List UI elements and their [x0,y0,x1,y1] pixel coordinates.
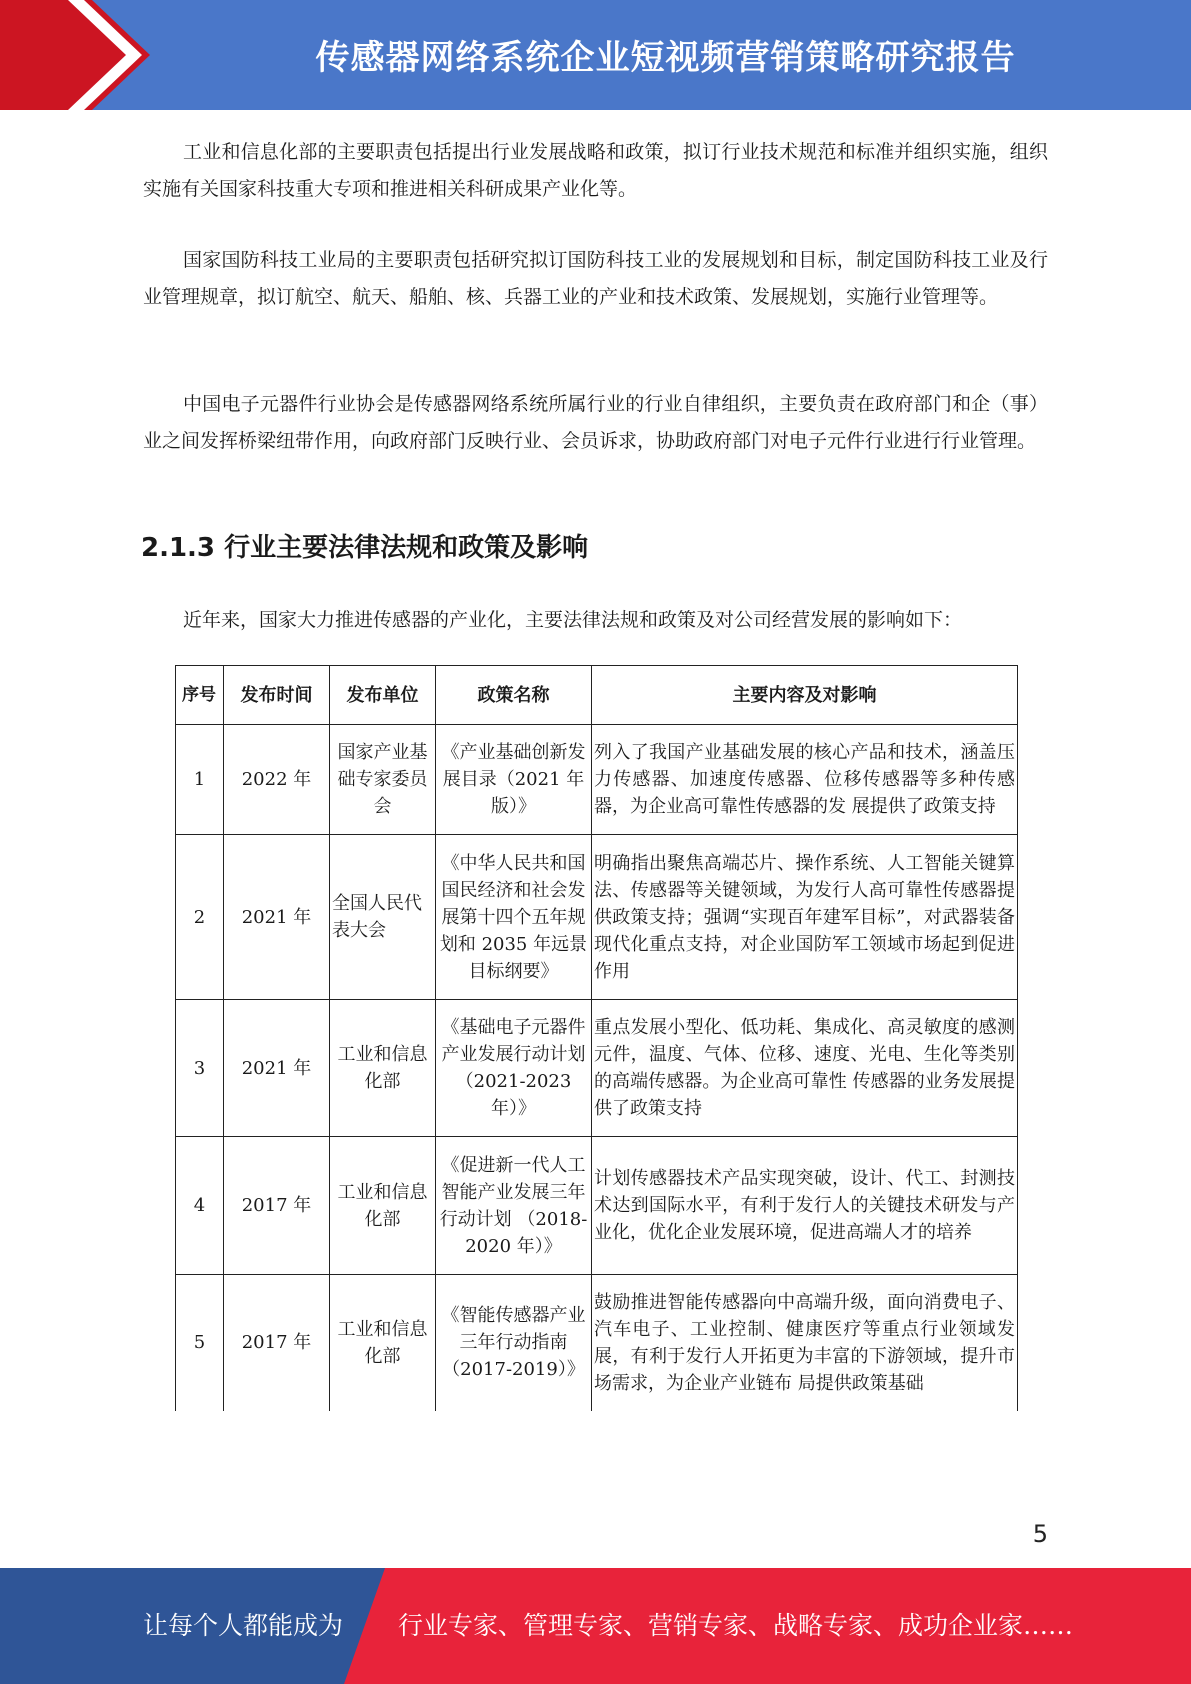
cell-issuer: 国家产业基础专家委员会 [330,725,436,835]
cell-policy: 《中华人民共和国国民经济和社会发展第十四个五年规划和 2035 年远景目标纲要》 [436,835,592,1000]
page-footer [0,1568,1191,1684]
cell-impact: 重点发展小型化、低功耗、集成化、高灵敏度的感测元件，温度、气体、位移、速度、光电、生化等类别的高端传感器。为企业高可靠性 传感器的业务发展提供了政策支持 [592,1000,1018,1137]
cell-policy: 《产业基础创新发展目录（2021 年版）》 [436,725,592,835]
cell-seq: 3 [176,1000,224,1137]
header-issuer: 发布单位 [330,666,436,725]
cell-issuer: 工业和信息化部 [330,1275,436,1411]
header-impact: 主要内容及对影响 [592,666,1018,725]
cell-seq: 4 [176,1137,224,1275]
intro-paragraph: 近年来，国家大力推进传感器的产业化，主要法律法规和政策及对公司经营发展的影响如下： [183,609,963,631]
policy-table [175,665,1018,1411]
cell-seq: 1 [176,725,224,835]
cell-issuer: 工业和信息化部 [330,1137,436,1275]
header-seq: 序号 [176,666,224,725]
cell-date: 2021 年 [224,1000,330,1137]
table-row [176,835,1018,1000]
cell-impact: 鼓励推进智能传感器向中高端升级，面向消费电子、汽车电子、工业控制、健康医疗等重点行业领域发展，有利于发行人开拓更为丰富的下游领域，提升市场需求，为企业产业链布 局提供政策基础 [592,1275,1018,1411]
paragraph-association: 中国电子元器件行业协会是传感器网络系统所属行业的行业自律组织，主要负责在政府部门和企（事）业之间发挥桥梁纽带作用，向政府部门反映行业、会员诉求，协助政府部门对电子元件行业进行行业管理。 [143,393,1048,452]
footer-slogan-right: 行业专家、管理专家、营销专家、战略专家、成功企业家…… [398,1611,1074,1640]
cell-date: 2022 年 [224,725,330,835]
cell-impact: 计划传感器技术产品实现突破，设计、代工、封测技术达到国际水平，有利于发行人的关键技术研发与产业化，优化企业发展环境，促进高端人才的培养 [592,1137,1018,1275]
cell-seq: 5 [176,1275,224,1411]
section-heading: 2.1.3 行业主要法律法规和政策及影响 [141,533,589,563]
table-row [176,1137,1018,1275]
footer-slogan-left: 让每个人都能成为 [143,1611,344,1640]
header-date: 发布时间 [224,666,330,725]
cell-seq: 2 [176,835,224,1000]
cell-policy: 《基础电子元器件产业发展行动计划 （2021-2023 年）》 [436,1000,592,1137]
cell-impact: 列入了我国产业基础发展的核心产品和技术，涵盖压力传感器、加速度传感器、位移传感器等多种传感器，为企业高可靠性传感器的发 展提供了政策支持 [592,725,1018,835]
cell-impact: 明确指出聚焦高端芯片、操作系统、人工智能关键算法、传感器等关键领域，为发行人高可靠性传感器提供政策支持；强调“实现百年建军目标”，对武器装备现代化重点支持，对企业国防军工领域市场起到促进作用 [592,835,1018,1000]
cell-policy: 《促进新一代人工智能产业发展三年行动计划 （2018-2020 年）》 [436,1137,592,1275]
cell-date: 2021 年 [224,835,330,1000]
report-title: 传感器网络系统企业短视频营销策略研究报告 [315,38,1016,78]
paragraph-miit: 工业和信息化部的主要职责包括提出行业发展战略和政策，拟订行业技术规范和标准并组织实施，组织实施有关国家科技重大专项和推进相关科研成果产业化等。 [143,141,1048,200]
table-row [176,1275,1018,1411]
header-policy: 政策名称 [436,666,592,725]
cell-issuer: 全国人民代表大会 [330,835,436,1000]
paragraph-sastind: 国家国防科技工业局的主要职责包括研究拟订国防科技工业的发展规划和目标，制定国防科技工业及行业管理规章，拟订航空、航天、船舶、核、兵器工业的产业和技术政策、发展规划，实施行业管理等。 [143,249,1048,308]
table-row [176,725,1018,835]
cell-policy: 《智能传感器产业三年行动指南 （2017-2019）》 [436,1275,592,1411]
page-number: 5 [1032,1520,1048,1548]
cell-date: 2017 年 [224,1275,330,1411]
cell-date: 2017 年 [224,1137,330,1275]
page-header [0,0,1191,110]
cell-issuer: 工业和信息化部 [330,1000,436,1137]
table-header-row [176,666,1018,725]
table-row [176,1000,1018,1137]
